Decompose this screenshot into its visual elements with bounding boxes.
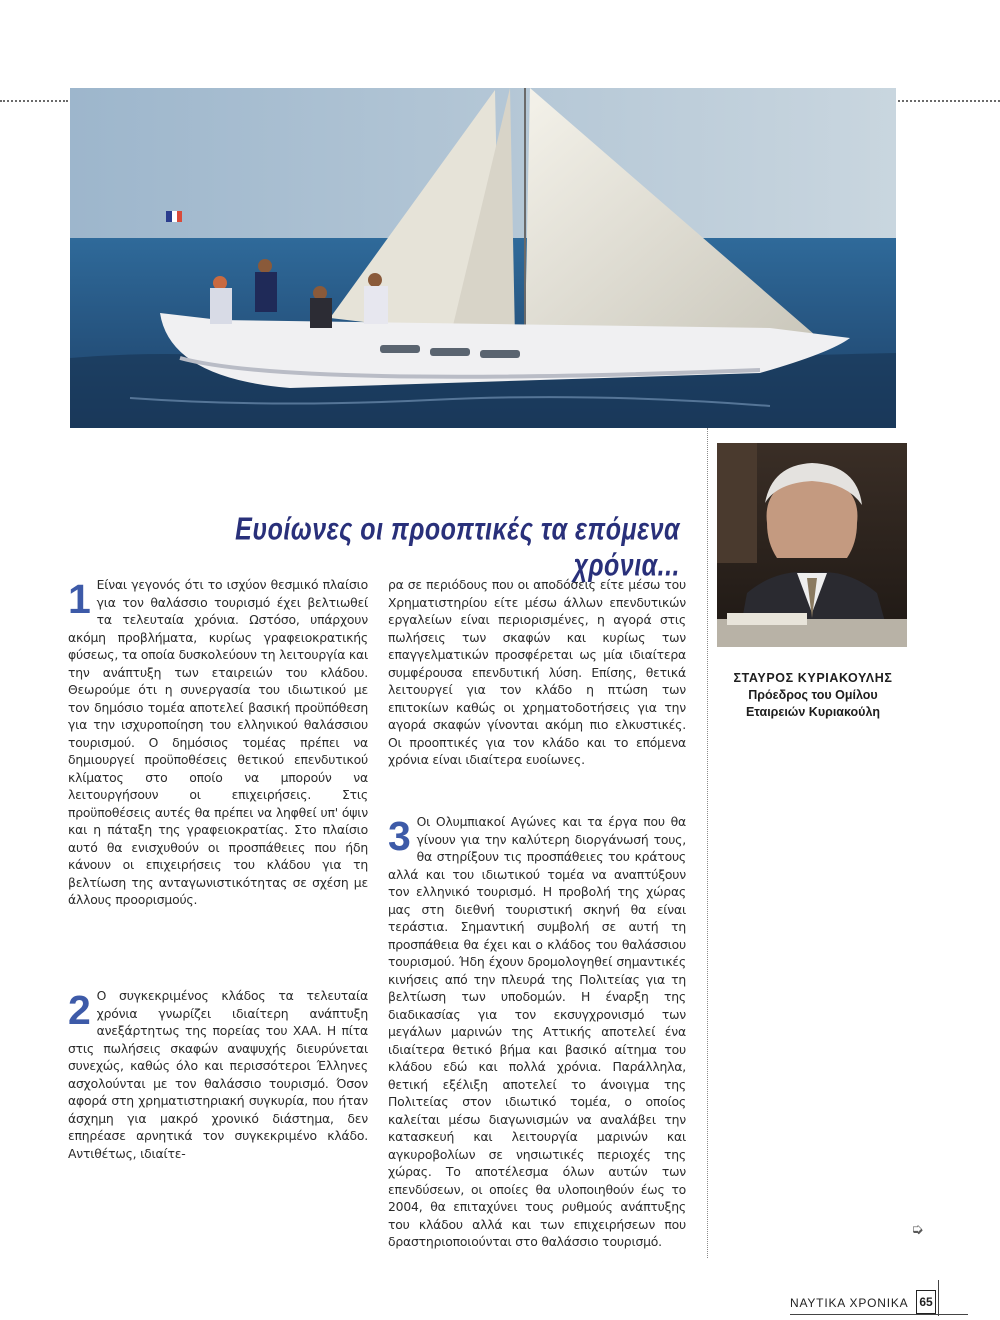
top-dotted-rule-left <box>0 100 68 102</box>
continue-arrow-icon: ➭ <box>911 1220 924 1238</box>
section-2-continuation-text: ρα σε περιόδους που οι αποδόσεις είτε μέσω του Χρηματιστηρίου είτε μέσω άλλων επενδυτικών εργαλείων είναι περιορισμένες, η αγορά στις πωλήσεις των σκαφών και κυρίως των επαγγελματικών προσφέρεται ως μία ιδιαίτερα συμφέρουσα επενδυτική λύση. Επίσης, θετικά λειτουργεί για τον κλάδο η πτώση των επιτοκίων καθώς οι χρηματοδοτήσεις για την αγορά σκαφών γίνονται ακόμη πιο ελκυστικές. Οι προοπτικές για τον κλάδο και το επόμενα χρόνια είναι ιδιαίτερα ευοίωνες. <box>388 577 686 767</box>
section-1-text: Είναι γεγονός ότι το ισχύον θεσμικό πλαίσιο για τον θαλάσσιο τουρισμό έχει βελτιωθεί τα τελευταία χρόνια. Ωστόσο, υπάρχουν ακόμη προβλήματα, κυρίως γραφειοκρατικής φύσεως, τα οποία δυσκολεύουν τη λειτουργία και την ανάπτυξη των εταιρειών του κλάδου. Θεωρούμε ότι η συνεργασία του ιδιωτικού με τον δημόσιο τομέα αποτελεί βασική προϋπόθεση για την ισχυροποίηση του ελληνικού θαλάσσιου τουρισμού. Ο δημόσιος τομέας πρέπει να δημιουργεί προϋποθέσεις θετικού επενδυτικού κλίματος στο οποίο να μπορούν να λειτουργήσουν οι επιχειρήσεις. Στις προϋποθέσεις αυτές θα πρέπει να ληφθεί υπ' όψιν και η πάταξη της γραφειοκρατίας. Στο πλαίσιο αυτό θα ενισχυθούν οι προσπάθειες που ήδη κάνουν οι επιχειρήσεις του κλάδου για τη βελτίωση της ανταγωνιστικότητας σε σχέση με άλλους προορισμούς. <box>68 577 368 907</box>
section-2-continuation <box>388 576 686 769</box>
sailing-yacht-photo <box>70 88 896 428</box>
section-3 <box>388 813 686 1251</box>
section-2-text: Ο συγκεκριμένος κλάδος τα τελευταία χρόνια γνωρίζει ιδιαίτερη ανάπτυξη ανεξάρτητως της πορείας του ΧΑΑ. Η πίτα στις πωλήσεις σκαφών αναψυχής διευρύνεται συνεχώς, καθώς όλο και περισσότεροι Έλληνες ασχολούνται με τον θαλάσσιο τουρισμό. Όσον αφορά στη χρηματιστηριακή συγκυρία, που ήταν άσχημη για μακρό χρονικό διάστημα, δεν επηρέασε αρνητικά τον συγκεκριμένο κλάδο. Αντιθέτως, ιδιαίτε- <box>68 988 368 1161</box>
section-2 <box>68 987 368 1162</box>
magazine-name: ΝΑΥΤΙΚΑ ΧΡΟΝΙΚΑ <box>790 1296 909 1310</box>
section-3-text: Οι Ολυμπιακοί Αγώνες και τα έργα που θα γίνουν για την καλύτερη διοργάνωσή τους, θα στηρίξουν τις προσπάθειες του κράτους αλλά και του ιδιωτικού τομέα να αναπτύξουν τον ελληνικό τουρισμό. Η προβολή της χώρας μας στη διεθνή τουριστική σκηνή θα είναι τεράστια. Σημαντική συμβολή σε αυτή τη προσπάθεια θα έχει και ο κλάδος του θαλάσσιου τουρισμού. Ήδη έχουν δρομολογηθεί σημαντικές κινήσεις από την πλευρά της Πολιτείας για τη βελτίωση των υποδομών. Η έναρξη της διαδικασίας για τον εκσυγχρονισμό των μεγάλων μαρινών της Αττικής αποτελεί ένα ιδιαίτερα θετικό βήμα και βασικό αίτημα του κλάδου εδώ και πολλά χρόνια. Παράλληλα, θετική εξέλιξη αποτελεί το άνοιγμα της Πολιτείας στον ιδιωτικό τομέα, ο οποίος καλείται μέσω διαγωνισμών να αναλάβει την κατασκευή και λειτουργία μαρινών και αγκυροβολίων σε νησιωτικές περιοχές της χώρας. Το αποτέλεσμα όλων αυτών των επενδύσεων, οι οποίες θα υλοποιηθούν έως το 2004, θα επιταχύνει τους ρυθμούς ανάπτυξης του κλάδου αλλά και των επιχειρήσεων που δραστηριοποιούνται στο θαλάσσιο τουρισμό. <box>388 814 686 1249</box>
section-1 <box>68 576 368 909</box>
man-in-suit-portrait <box>717 443 907 647</box>
article-headline: Ευοίωνες οι προοπτικές τα επόμενα χρόνια... <box>235 511 680 583</box>
footer-vertical-rule <box>938 1280 939 1316</box>
portrait-caption <box>718 670 908 721</box>
section-3-number: 3 <box>388 813 411 859</box>
person-title-line-1: Πρόεδρος του Ομίλου <box>748 688 878 702</box>
section-1-number: 1 <box>68 576 91 622</box>
page-footer <box>790 1288 970 1320</box>
page-number: 65 <box>916 1290 936 1314</box>
section-2-number: 2 <box>68 987 91 1033</box>
top-dotted-rule-right <box>898 100 1000 102</box>
person-name: ΣΤΑΥΡΟΣ ΚΥΡΙΑΚΟΥΛΗΣ <box>733 671 893 685</box>
footer-horizontal-rule <box>790 1314 968 1315</box>
column-divider <box>707 428 708 1258</box>
person-title-line-2: Εταιρειών Κυριακούλη <box>745 705 881 719</box>
